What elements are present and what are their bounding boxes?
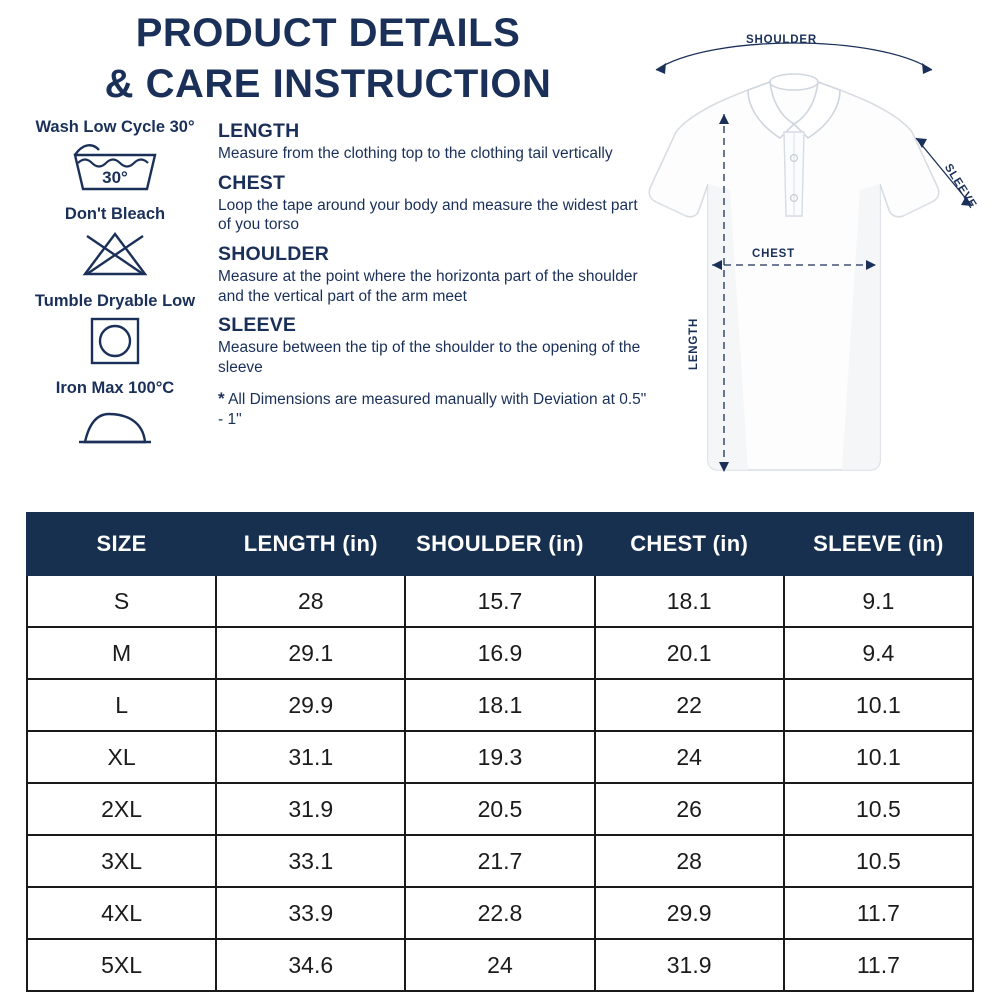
- cell-chest: 26: [595, 783, 784, 835]
- wash-tub-icon: [20, 139, 210, 195]
- table-header-length: LENGTH (in): [216, 513, 405, 575]
- cell-size: 2XL: [27, 783, 216, 835]
- cell-sleeve: 10.1: [784, 679, 973, 731]
- no-bleach-triangle-icon: [20, 226, 210, 282]
- cell-sleeve: 11.7: [784, 887, 973, 939]
- instruction-text-length: Measure from the clothing top to the clothing tail vertically: [218, 145, 613, 162]
- instruction-heading-sleeve: SLEEVE: [218, 314, 297, 337]
- note-asterisk: *: [218, 388, 225, 408]
- cell-shoulder: 19.3: [405, 731, 594, 783]
- table-row: [27, 835, 973, 887]
- diagram-label-chest: CHEST: [752, 248, 795, 260]
- cell-sleeve: 10.1: [784, 731, 973, 783]
- cell-sleeve: 9.1: [784, 575, 973, 627]
- table-header-sleeve: SLEEVE (in): [784, 513, 973, 575]
- table-row: [27, 731, 973, 783]
- instruction-heading-chest: CHEST: [218, 171, 286, 194]
- table-header-shoulder: SHOULDER (in): [405, 513, 594, 575]
- diagram-label-length: LENGTH: [688, 317, 700, 370]
- table-header-row: [27, 513, 973, 575]
- measurement-instructions: [218, 120, 648, 430]
- cell-chest: 28: [595, 835, 784, 887]
- care-item-tumble-dry: [20, 292, 210, 369]
- table-body: [27, 575, 973, 991]
- cell-shoulder: 15.7: [405, 575, 594, 627]
- cell-chest: 20.1: [595, 627, 784, 679]
- polo-shirt-diagram: [620, 20, 1000, 500]
- cell-sleeve: 11.7: [784, 939, 973, 991]
- cell-length: 33.1: [216, 835, 405, 887]
- instruction-text-chest: Loop the tape around your body and measure the widest part of you torso: [218, 196, 638, 234]
- cell-shoulder: 24: [405, 939, 594, 991]
- note-text: All Dimensions are measured manually with Deviation at 0.5" - 1": [218, 390, 647, 428]
- cell-shoulder: 20.5: [405, 783, 594, 835]
- table-row: [27, 939, 973, 991]
- instruction-text-shoulder: Measure at the point where the horizonta part of the shoulder and the vertical part of the arm meet: [218, 268, 638, 305]
- table-header-chest: CHEST (in): [595, 513, 784, 575]
- instruction-text-sleeve: Measure between the tip of the shoulder to the opening of the sleeve: [218, 339, 641, 377]
- cell-shoulder: 21.7: [405, 835, 594, 887]
- care-item-iron: [20, 379, 210, 456]
- table-row: [27, 679, 973, 731]
- table-row: [27, 887, 973, 939]
- instruction-heading-shoulder: SHOULDER: [218, 243, 330, 266]
- cell-size: 5XL: [27, 939, 216, 991]
- tumble-dry-icon: [20, 313, 210, 369]
- cell-length: 29.1: [216, 627, 405, 679]
- table-row: [27, 627, 973, 679]
- cell-size: S: [27, 575, 216, 627]
- diagram-label-shoulder: SHOULDER: [746, 34, 817, 46]
- cell-sleeve: 10.5: [784, 783, 973, 835]
- cell-shoulder: 18.1: [405, 679, 594, 731]
- cell-length: 29.9: [216, 679, 405, 731]
- cell-shoulder: 22.8: [405, 887, 594, 939]
- table-row: [27, 783, 973, 835]
- iron-icon: [20, 400, 210, 456]
- cell-size: 3XL: [27, 835, 216, 887]
- deviation-note: [218, 388, 648, 430]
- care-item-bleach: [20, 205, 210, 282]
- page-title-line-1: PRODUCT DETAILS: [135, 11, 521, 55]
- cell-shoulder: 16.9: [405, 627, 594, 679]
- diagram-label-sleeve: SLEEVE: [941, 162, 979, 211]
- cell-length: 31.1: [216, 731, 405, 783]
- cell-chest: 29.9: [595, 887, 784, 939]
- care-item-wash: [20, 118, 210, 195]
- cell-length: 31.9: [216, 783, 405, 835]
- polo-shirt-illustration: [620, 20, 1000, 500]
- cell-sleeve: 10.5: [784, 835, 973, 887]
- page-title-line-2: & CARE INSTRUCTION: [104, 62, 552, 107]
- size-table-wrapper: [26, 512, 974, 992]
- cell-length: 28: [216, 575, 405, 627]
- care-label-tumble-dry: Tumble Dryable Low: [34, 292, 196, 310]
- care-label-iron: Iron Max 100°C: [55, 379, 175, 397]
- instruction-heading-length: LENGTH: [218, 120, 300, 142]
- cell-length: 34.6: [216, 939, 405, 991]
- cell-chest: 22: [595, 679, 784, 731]
- care-label-wash: Wash Low Cycle 30°: [35, 118, 195, 136]
- table-row: [27, 575, 973, 627]
- care-symbols-column: [20, 118, 210, 466]
- cell-size: M: [27, 627, 216, 679]
- cell-chest: 18.1: [595, 575, 784, 627]
- table-header-size: SIZE: [27, 513, 216, 575]
- cell-size: L: [27, 679, 216, 731]
- cell-size: 4XL: [27, 887, 216, 939]
- cell-length: 33.9: [216, 887, 405, 939]
- cell-chest: 31.9: [595, 939, 784, 991]
- care-label-bleach: Don't Bleach: [64, 205, 166, 223]
- svg-text:30°: 30°: [102, 168, 128, 187]
- size-table: [26, 512, 974, 992]
- cell-sleeve: 9.4: [784, 627, 973, 679]
- cell-chest: 24: [595, 731, 784, 783]
- page-title: [18, 8, 638, 110]
- cell-size: XL: [27, 731, 216, 783]
